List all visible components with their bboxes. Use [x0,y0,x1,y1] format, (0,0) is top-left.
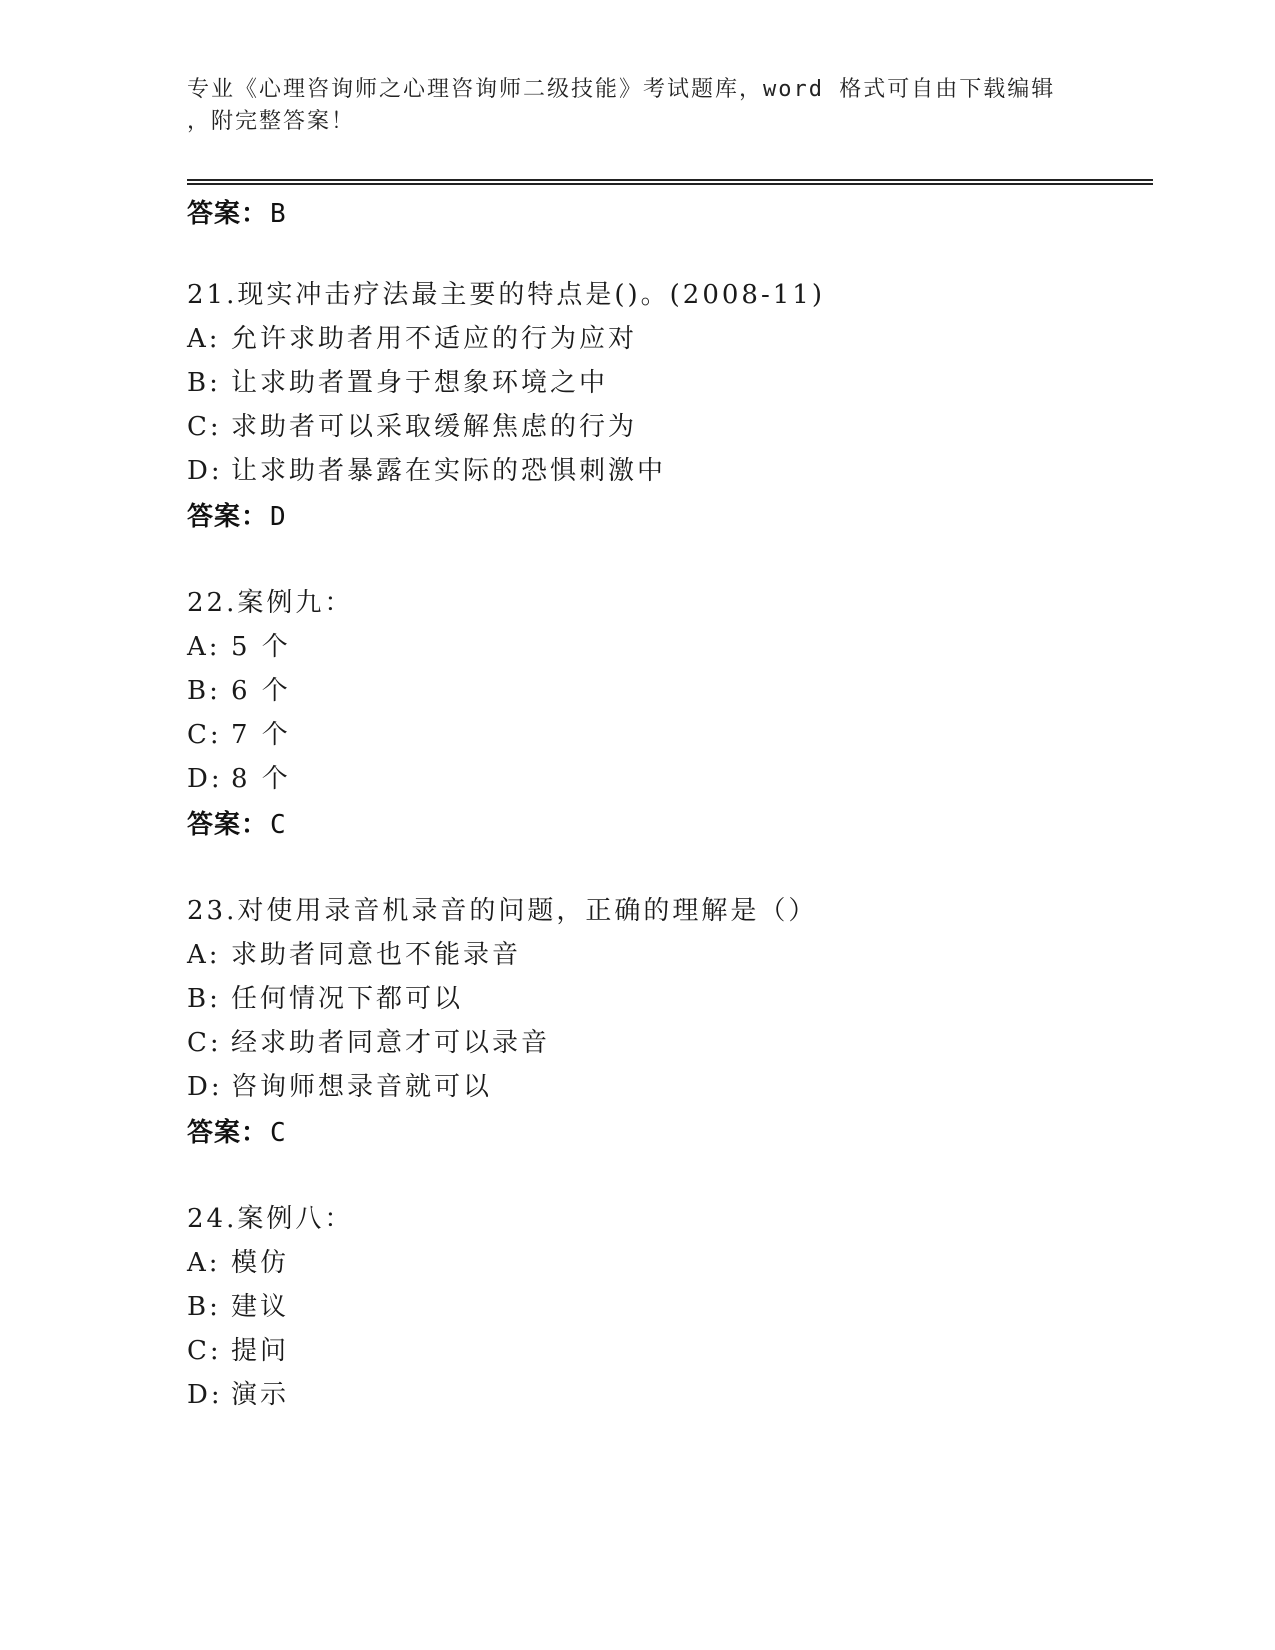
option-text: 求助者可以采取缓解焦虑的行为 [231,412,638,442]
header-line-2: ，附完整答案！ [187,109,356,134]
option-a [187,1242,289,1279]
answer-label: 答案： [187,1118,269,1148]
option-letter: A: [187,632,221,662]
option-text: 求助者同意也不能录音 [231,940,522,970]
answer-line [187,193,287,230]
document-header [187,74,1067,138]
answer-value: D [270,502,287,532]
answer-line [187,804,287,841]
answer-label: 答案： [187,810,269,840]
option-a [187,934,521,971]
option-b [187,362,608,399]
option-b [187,670,291,707]
option-text: 经求助者同意才可以录音 [231,1028,551,1058]
header-divider-bottom [187,183,1153,185]
option-c [187,714,291,751]
option-letter: B: [187,984,221,1014]
option-text: 任何情况下都可以 [231,984,464,1014]
option-text: 允许求助者用不适应的行为应对 [231,324,638,354]
option-d [187,758,291,795]
answer-label: 答案： [187,199,269,229]
option-letter: D: [187,1072,223,1102]
question-stem: 24.案例八： [187,1204,354,1234]
option-text: 模仿 [231,1248,290,1278]
answer-line [187,496,287,533]
option-letter: B: [187,1292,221,1322]
option-d [187,1066,492,1103]
option-letter: D: [187,1380,223,1410]
header-line-1: 专业《心理咨询师之心理咨询师二级技能》考试题库，word 格式可自由下载编辑 [187,77,1056,102]
answer-value: B [270,199,287,229]
header-divider-top [187,179,1153,181]
option-d [187,1374,289,1411]
option-b [187,978,463,1015]
option-text: 演示 [231,1380,290,1410]
option-text: 让求助者置身于想象环境之中 [231,368,609,398]
option-text: 咨询师想录音就可以 [231,1072,493,1102]
option-text: 建议 [231,1292,290,1322]
option-letter: D: [187,764,223,794]
option-letter: D: [187,456,223,486]
option-letter: A: [187,940,221,970]
option-text: 5 个 [231,632,291,662]
answer-value: C [270,810,287,840]
option-a [187,318,637,355]
option-text: 提问 [231,1336,290,1366]
option-letter: B: [187,368,221,398]
option-letter: B: [187,676,221,706]
option-d [187,450,666,487]
question-stem: 22.案例九： [187,588,354,618]
option-text: 6 个 [231,676,291,706]
option-text: 7 个 [231,720,291,750]
option-c [187,1022,550,1059]
answer-value: C [270,1118,287,1148]
option-c [187,406,637,443]
option-text: 8 个 [231,764,291,794]
option-b [187,1286,289,1323]
option-letter: A: [187,324,221,354]
answer-label: 答案： [187,502,269,532]
option-letter: C: [187,1028,222,1058]
question-stem: 21.现实冲击疗法最主要的特点是()。(2008-11) [187,280,825,310]
question-stem: 23.对使用录音机录音的问题，正确的理解是（） [187,896,818,926]
option-letter: A: [187,1248,221,1278]
option-letter: C: [187,1336,222,1366]
option-letter: C: [187,720,222,750]
answer-line [187,1112,287,1149]
option-letter: C: [187,412,222,442]
option-a [187,626,291,663]
option-c [187,1330,289,1367]
option-text: 让求助者暴露在实际的恐惧刺激中 [231,456,667,486]
